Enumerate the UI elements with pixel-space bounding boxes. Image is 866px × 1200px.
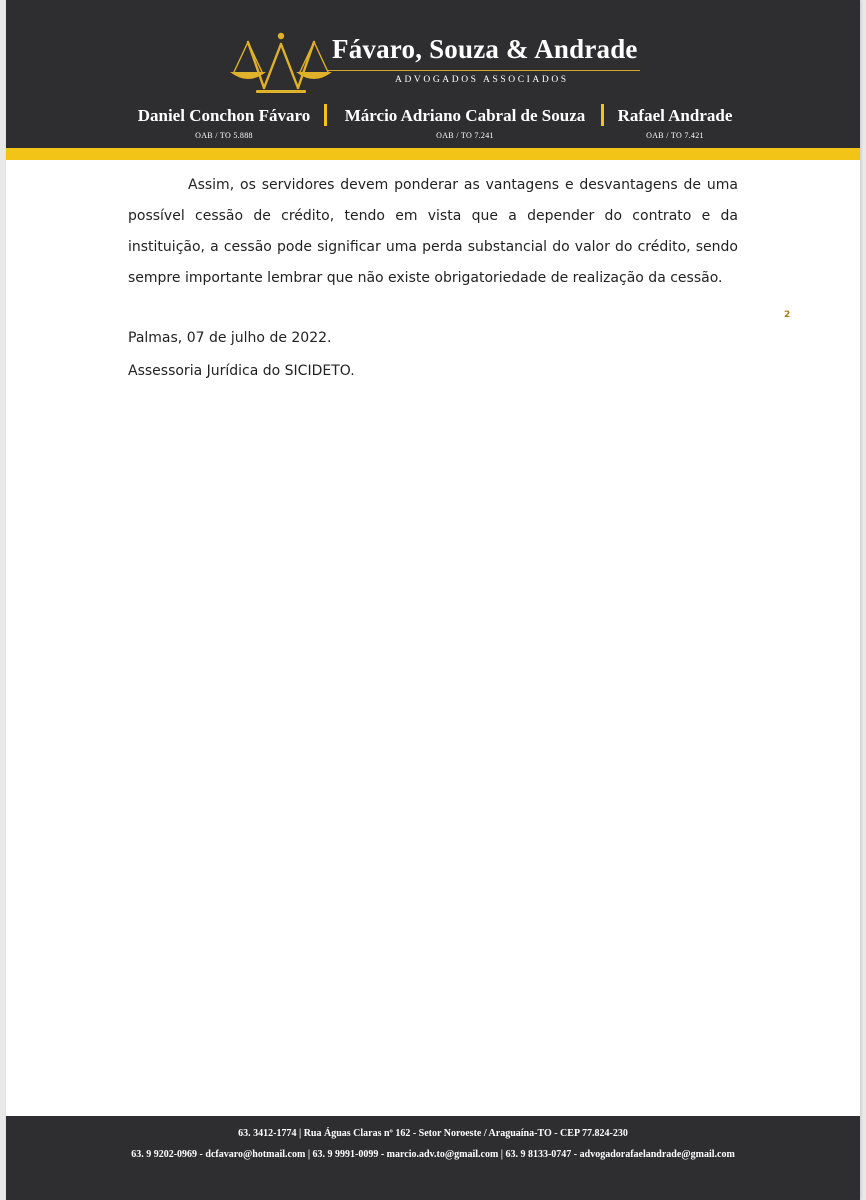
partner-name: Márcio Adriano Cabral de Souza (344, 106, 586, 125)
partner-separator (324, 104, 327, 126)
scales-of-justice-logo-icon (226, 28, 336, 100)
partner-oab: OAB / TO 7.421 (646, 131, 704, 140)
partner-name: Daniel Conchon Fávaro (137, 106, 311, 125)
partner-oab: OAB / TO 5.888 (195, 131, 253, 140)
firm-divider (328, 70, 640, 71)
partner-1 (128, 106, 320, 140)
header-gold-stripe (6, 148, 860, 160)
partner-oab: OAB / TO 7.241 (436, 131, 494, 140)
firm-subtitle: ADVOGADOS ASSOCIADOS (395, 75, 569, 85)
letterhead-footer (6, 1116, 860, 1200)
document-page (6, 0, 860, 1200)
partner-3 (610, 106, 740, 140)
signature-line: Assessoria Jurídica do SICIDETO. (128, 363, 355, 379)
letterhead-header (6, 0, 860, 148)
partner-separator (601, 104, 604, 126)
letter-body (128, 170, 738, 379)
footer-contacts: 63. 9 9202-0969 - dcfavaro@hotmail.com | 63. 9 9991-0099 - marcio.adv.to@gmail.com | 63. 9 8133-0747 - advogadorafaelandrade@gmail.com (131, 1149, 735, 1160)
page-number: 2 (784, 310, 791, 320)
partner-name: Rafael Andrade (617, 106, 733, 125)
body-paragraph: Assim, os servidores devem ponderar as vantagens e desvantagens de uma possível cessão de crédito, tendo em vista que a depender do contrato e da instituição, a cessão pode significar uma perda substancial do valor do crédito, sendo sempre importante lembrar que não existe obrigatoriedade de realização da cessão. (128, 177, 738, 286)
footer-address: 63. 3412-1774 | Rua Águas Claras nº 162 - Setor Noroeste / Araguaína-TO - CEP 77.824-230 (238, 1128, 628, 1139)
place-date: Palmas, 07 de julho de 2022. (128, 330, 332, 346)
partner-2 (334, 106, 596, 140)
firm-name: Fávaro, Souza & Andrade (332, 34, 638, 64)
